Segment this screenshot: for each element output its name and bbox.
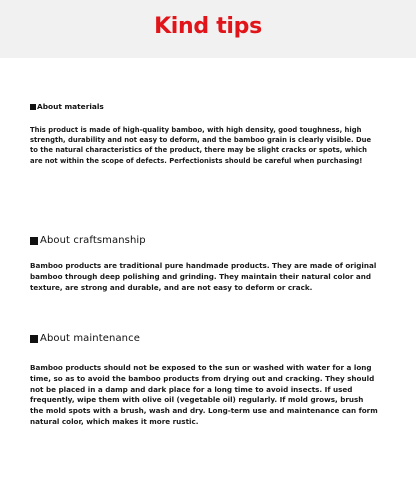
square-bullet-icon bbox=[30, 237, 38, 245]
section-heading bbox=[30, 235, 378, 246]
section-heading-label: About craftsmanship bbox=[40, 235, 146, 246]
section-body: Bamboo products are traditional pure handmade products. They are made of original bamboo through deep polishing and grinding. They maintain their natural color and texture, are strong and durable, and are not easy to deform or crack. bbox=[30, 261, 377, 292]
section-body: Bamboo products should not be exposed to the sun or washed with water for a long time, so as to avoid the bamboo products from drying out and cracking. They should not be placed in a damp and dark place for a long time to avoid insects. If used frequently, wipe them with olive oil (vegetable oil) regularly. If mold grows, brush the mold spots with a brush, wash and dry. Long-term use and maintenance can form natural color, which makes it more rustic. bbox=[30, 363, 378, 426]
section-maintenance bbox=[30, 333, 378, 428]
section-heading-label: About maintenance bbox=[40, 333, 140, 344]
section-materials bbox=[30, 102, 378, 166]
square-bullet-icon bbox=[30, 335, 38, 343]
section-heading bbox=[30, 102, 378, 111]
section-heading bbox=[30, 333, 378, 344]
section-heading-label: About materials bbox=[37, 102, 104, 111]
section-craftsmanship bbox=[30, 235, 378, 293]
page-title: Kind tips bbox=[154, 14, 262, 39]
title-banner bbox=[0, 0, 416, 58]
square-bullet-icon bbox=[30, 104, 36, 110]
section-body: This product is made of high-quality bamboo, with high density, good toughness, high strength, durability and not easy to deform, and the bamboo grain is clearly visible. Due to the natural characteristics of the product, there may be slight cracks or spots, which are not within the scope of defects. Perfectionists should be careful when purchasing! bbox=[30, 126, 372, 165]
